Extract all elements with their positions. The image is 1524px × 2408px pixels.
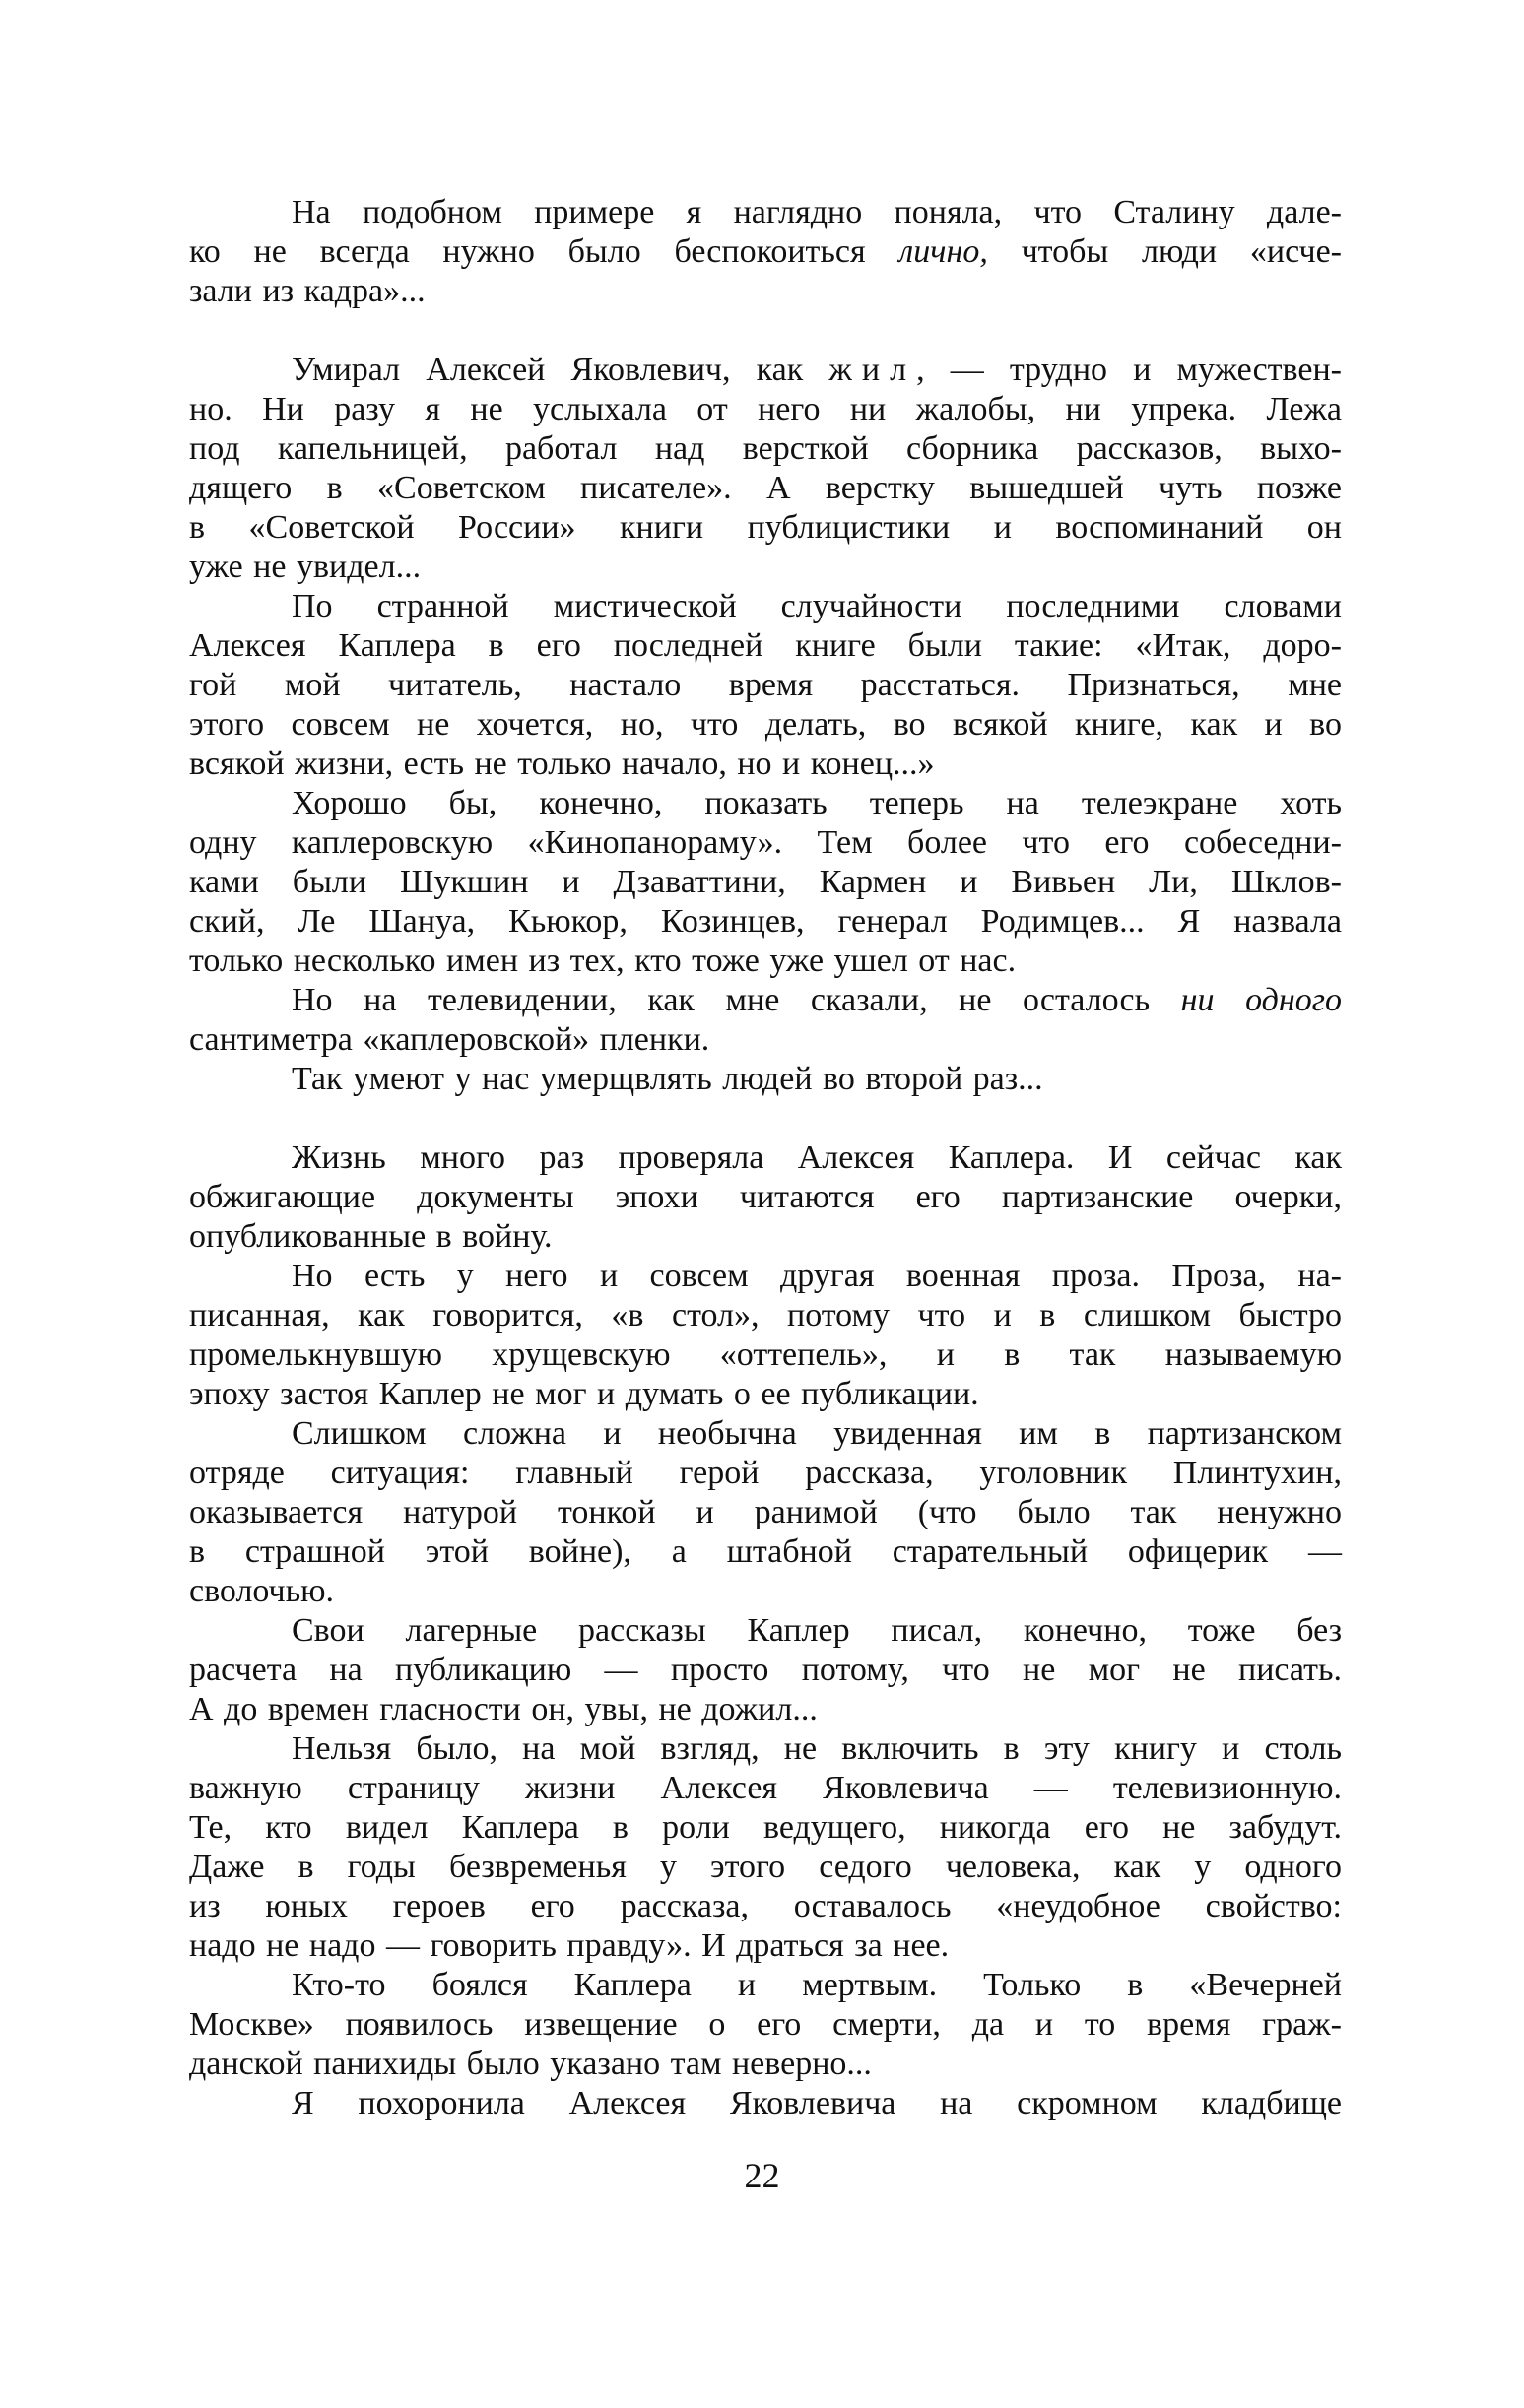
text-line: Но есть у него и совсем другая военная проза. Проза, на- [292,1258,1342,1294]
text-line: надо не надо — говорить правду». И драться за нее. [189,1927,950,1964]
text-line: опубликованные в войну. [189,1218,553,1255]
paragraph-2 [189,351,1342,587]
text-line: оказывается натурой тонкой и ранимой (что было так ненужно [189,1494,1342,1530]
text-line: Жизнь много раз проверяла Алексея Каплера. И сейчас как [292,1139,1342,1176]
text-line: данской панихиды было указано там неверно... [189,2046,872,2082]
section-break [189,1099,1342,1139]
text-line: отряде ситуация: главный герой рассказа, уголовник Плинтухин, [189,1455,1342,1491]
text-line: под капельницей, работал над версткой сборника рассказов, выхо- [189,430,1342,467]
paragraph-5 [189,981,1342,1060]
text-line: уже не увидел... [189,549,422,585]
text-line: дящего в «Советском писателе». А верстку вышедшей чуть позже [189,470,1342,506]
text-line: По странной мистической случайности последними словами [292,588,1342,624]
text-line: Я похоронила Алексея Яковлевича на скромном кладбище [292,2085,1342,2121]
text-line: но. Ни разу я не услыхала от него ни жалобы, ни упрека. Лежа [189,391,1342,427]
paragraph-10 [189,1611,1342,1729]
text-line: зали из кадра»... [189,273,426,309]
text-line: Нельзя было, на мой взгляд, не включить в эту книгу и столь [292,1730,1342,1767]
page-text [189,193,1342,2123]
text-line: Кто-то боялся Каплера и мертвым. Только в «Вечерней [292,1967,1342,2003]
text-line: эпоху застоя Каплер не мог и думать о ее публикации. [189,1376,979,1412]
text-line: в «Советской России» книги публицистики и воспоминаний он [189,509,1342,546]
text-line: только несколько имен из тех, кто тоже уже ушел от нас. [189,943,1017,979]
paragraph-8 [189,1257,1342,1414]
text-line: На подобном примере я наглядно поняла, что Сталину дале- [292,194,1342,230]
text-line: писанная, как говорится, «в стол», потому что и в слишком быстро [189,1297,1342,1334]
section-break [189,311,1342,351]
text-line: сантиметра «каплеровской» пленки. [189,1021,710,1058]
text-line: Те, кто видел Каплера в роли ведущего, никогда его не забудут. [189,1809,1342,1846]
text-line: из юных героев его рассказа, оставалось «неудобное свойство: [189,1888,1342,1924]
text-line: Свои лагерные рассказы Каплер писал, конечно, тоже без [292,1612,1342,1649]
paragraph-3 [189,587,1342,784]
text-line: А до времен гласности он, увы, не дожил... [189,1691,818,1727]
paragraph-9 [189,1414,1342,1611]
text-line: этого совсем не хочется, но, что делать, во всякой книге, как и во [189,706,1342,743]
text-line: Умирал Алексей Яковлевич, как жил, — трудно и мужествен- [292,352,1342,388]
text-line: расчета на публикацию — просто потому, что не мог не писать. [189,1652,1342,1688]
text-line: Даже в годы безвременья у этого седого человека, как у одного [189,1849,1342,1885]
text-line: всякой жизни, есть не только начало, но и конец...» [189,746,935,782]
text-line: Москве» появилось извещение о его смерти, да и то время граж- [189,2006,1342,2043]
paragraph-7 [189,1139,1342,1257]
text-line: ский, Ле Шануа, Кьюкор, Козинцев, генерал Родимцев... Я назвала [189,903,1342,940]
page-number: 22 [744,2156,780,2195]
text-line: важную страницу жизни Алексея Яковлевича — телевизионную. [189,1770,1342,1806]
paragraph-6 [189,1060,1342,1099]
paragraph-13 [189,2084,1342,2123]
text-line: гой мой читатель, настало время расстаться. Признаться, мне [189,667,1342,703]
text-line: промелькнувшую хрущевскую «оттепель», и в так называемую [189,1336,1342,1373]
text-line: Хорошо бы, конечно, показать теперь на телеэкране хоть [292,785,1342,821]
text-line: в страшной этой войне), а штабной старательный офицерик — [189,1533,1342,1570]
text-line: ками были Шукшин и Дзаваттини, Кармен и Вивьен Ли, Шклов- [189,864,1342,900]
text-line: Алексея Каплера в его последней книге были такие: «Итак, доро- [189,627,1342,664]
paragraph-1 [189,193,1342,311]
paragraph-11 [189,1729,1342,1966]
text-line: обжигающие документы эпохи читаются его партизанские очерки, [189,1179,1342,1215]
paragraph-4 [189,784,1342,981]
text-line: Но на телевидении, как мне сказали, не осталось ни одного [292,982,1343,1018]
text-line: Слишком сложна и необычна увиденная им в партизанском [292,1415,1342,1452]
text-line: сволочью. [189,1573,335,1609]
text-line: ко не всегда нужно было беспокоиться лично, чтобы люди «исче- [189,233,1342,270]
text-line: одну каплеровскую «Кинопанораму». Тем более что его собеседни- [189,824,1342,861]
text-line: Так умеют у нас умерщвлять людей во второй раз... [292,1061,1043,1097]
paragraph-12 [189,1966,1342,2084]
